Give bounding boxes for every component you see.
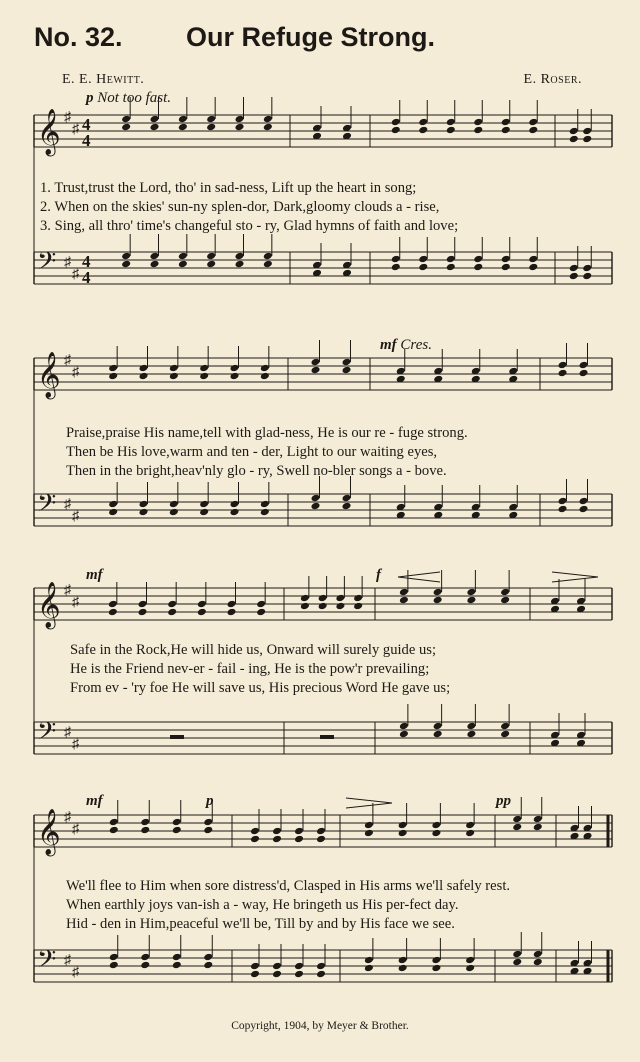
lyric-line: From ev - 'ry foe He will save us, His precious Word He gave us; [70, 680, 451, 696]
sharp-icon: ♯ [64, 497, 71, 512]
note-head [466, 596, 476, 605]
note-head [294, 827, 304, 836]
note-head [172, 818, 182, 827]
sharp-icon: ♯ [64, 810, 71, 825]
sharp-icon: ♯ [72, 365, 79, 380]
note-head [235, 115, 245, 124]
note-head [169, 500, 179, 509]
dynamic-mf-3: mf [86, 567, 103, 583]
note-head [108, 600, 118, 609]
note-head [263, 260, 273, 269]
note-head [150, 260, 160, 269]
sharp-icon: ♯ [72, 122, 79, 137]
note-head [139, 508, 149, 517]
dynamic-cres: Cres. [400, 337, 432, 353]
note-head [335, 602, 345, 611]
note-head [533, 815, 543, 824]
note-head [263, 123, 273, 132]
note-head [206, 260, 216, 269]
note-head [582, 135, 592, 144]
note-head [227, 608, 237, 617]
time-signature: 4 [82, 268, 91, 287]
music-credit: E. Roser. [523, 72, 582, 87]
lyric-line: Praise,praise His name,tell with glad-ness, He is our re - fuge strong. [66, 425, 468, 441]
note-head [433, 730, 443, 739]
note-head [579, 497, 589, 506]
dynamic-f-3: f [376, 567, 381, 583]
note-head [167, 600, 177, 609]
note-head [300, 602, 310, 611]
note-head [260, 500, 270, 509]
note-head [473, 118, 483, 127]
note-head [500, 730, 510, 739]
note-head [446, 255, 456, 264]
sharp-icon: ♯ [64, 353, 71, 368]
note-head [473, 263, 483, 272]
note-head [398, 964, 408, 973]
note-head [398, 829, 408, 838]
decrescendo-hairpin [552, 572, 598, 577]
sharp-icon: ♯ [72, 737, 79, 752]
note-head [272, 835, 282, 844]
note-head [203, 961, 213, 970]
note-head [203, 826, 213, 835]
note-head [528, 255, 538, 264]
note-head [109, 953, 119, 962]
note-head [465, 956, 475, 965]
note-head [465, 821, 475, 830]
note-head [431, 829, 441, 838]
treble-clef: 𝄞 [37, 352, 61, 398]
note-head [466, 722, 476, 731]
note-head [316, 962, 326, 971]
bass-clef: 𝄢 [37, 717, 57, 752]
note-head [558, 369, 568, 378]
note-head [528, 263, 538, 272]
note-head [500, 588, 510, 597]
note-head [178, 252, 188, 261]
note-head [197, 600, 207, 609]
note-head [569, 127, 579, 136]
note-head [512, 950, 522, 959]
note-head [294, 970, 304, 979]
sharp-icon: ♯ [64, 953, 71, 968]
note-head [250, 835, 260, 844]
whole-rest [170, 735, 184, 739]
note-head [206, 115, 216, 124]
treble-clef: 𝄞 [37, 582, 61, 628]
note-head [294, 962, 304, 971]
note-head [197, 608, 207, 617]
lyric-line: We'll flee to Him when sore distress'd, Clasped in His arms we'll safely rest. [66, 878, 511, 894]
note-head [431, 964, 441, 973]
note-head [108, 500, 118, 509]
note-head [263, 252, 273, 261]
note-head [399, 596, 409, 605]
decrescendo-hairpin [346, 798, 392, 803]
note-head [311, 502, 321, 511]
note-head [172, 826, 182, 835]
dynamic-p: p [86, 90, 94, 106]
note-head [431, 821, 441, 830]
note-head [501, 263, 511, 272]
note-head [500, 722, 510, 731]
note-head [311, 358, 321, 367]
note-head [121, 252, 131, 261]
note-head [108, 608, 118, 617]
note-head [391, 126, 401, 135]
note-head [582, 264, 592, 273]
note-head [150, 115, 160, 124]
note-head [512, 958, 522, 967]
note-head [150, 252, 160, 261]
treble-clef: 𝄞 [37, 109, 61, 155]
note-head [109, 961, 119, 970]
note-head [512, 823, 522, 832]
note-head [272, 827, 282, 836]
note-head [528, 126, 538, 135]
note-head [203, 953, 213, 962]
words-credit: E. E. Hewitt. [62, 72, 145, 87]
sharp-icon: ♯ [64, 583, 71, 598]
note-head [569, 272, 579, 281]
note-head [398, 956, 408, 965]
copyright: Copyright, 1904, by Meyer & Brother. [231, 1020, 409, 1032]
note-head [272, 962, 282, 971]
note-head [466, 730, 476, 739]
bass-clef: 𝄢 [37, 247, 57, 282]
note-head [256, 600, 266, 609]
note-head [300, 594, 310, 603]
lyric-line: When earthly joys van-ish a - way, He bringeth us His per-fect day. [66, 897, 459, 913]
note-head [256, 608, 266, 617]
note-head [199, 372, 209, 381]
note-head [139, 364, 149, 373]
note-head [311, 494, 321, 503]
note-head [528, 118, 538, 127]
tempo-text: Not too fast. [97, 90, 172, 106]
note-head [172, 953, 182, 962]
note-head [203, 818, 213, 827]
note-head [364, 964, 374, 973]
note-head [206, 252, 216, 261]
dynamic-mf-4: mf [86, 793, 103, 809]
note-head [582, 127, 592, 136]
note-head [558, 361, 568, 370]
sharp-icon: ♯ [72, 822, 79, 837]
note-head [533, 958, 543, 967]
note-head [342, 358, 352, 367]
note-head [579, 369, 589, 378]
note-head [260, 364, 270, 373]
note-head [579, 361, 589, 370]
crescendo-hairpin [398, 577, 440, 582]
note-head [138, 608, 148, 617]
note-head [391, 118, 401, 127]
note-head [140, 953, 150, 962]
time-signature: 4 [82, 252, 91, 271]
note-head [167, 608, 177, 617]
note-head [139, 500, 149, 509]
note-head [466, 588, 476, 597]
note-head [418, 126, 428, 135]
note-head [446, 263, 456, 272]
lyric-line: 3. Sing, all thro' time's changeful sto - ry, Glad hymns of faith and love; [40, 218, 459, 234]
lyric-line: 1. Trust,trust the Lord, tho' in sad-ness, Lift up the heart in song; [40, 180, 417, 196]
note-head [150, 123, 160, 132]
lyric-line: Safe in the Rock,He will hide us, Onward will surely guide us; [70, 642, 436, 658]
note-head [230, 372, 240, 381]
sharp-icon: ♯ [72, 965, 79, 980]
note-head [172, 961, 182, 970]
note-head [318, 602, 328, 611]
note-head [263, 115, 273, 124]
note-head [109, 826, 119, 835]
note-head [260, 508, 270, 517]
whole-rest [320, 735, 334, 739]
note-head [108, 508, 118, 517]
lyric-line: Then be His love,warm and ten - der, Light to our waiting eyes, [66, 444, 438, 460]
note-head [558, 497, 568, 506]
note-head [473, 126, 483, 135]
dynamic-mf: mf [380, 337, 397, 353]
note-head [398, 821, 408, 830]
note-head [250, 962, 260, 971]
note-head [399, 730, 409, 739]
note-head [250, 827, 260, 836]
note-head [473, 255, 483, 264]
crescendo-hairpin [398, 572, 440, 577]
note-head [139, 372, 149, 381]
note-head [391, 263, 401, 272]
note-head [316, 835, 326, 844]
note-head [235, 123, 245, 132]
note-head [199, 508, 209, 517]
note-head [318, 594, 328, 603]
note-head [294, 835, 304, 844]
sharp-icon: ♯ [72, 595, 79, 610]
sharp-icon: ♯ [64, 725, 71, 740]
note-head [569, 264, 579, 273]
note-head [335, 594, 345, 603]
note-head [501, 118, 511, 127]
note-head [533, 950, 543, 959]
note-head [353, 594, 363, 603]
note-head [500, 596, 510, 605]
note-head [108, 372, 118, 381]
note-head [272, 970, 282, 979]
note-head [230, 508, 240, 517]
note-head [391, 255, 401, 264]
note-head [230, 500, 240, 509]
note-head [121, 115, 131, 124]
dynamic-pp-4: pp [496, 793, 511, 809]
note-head [227, 600, 237, 609]
note-head [579, 505, 589, 514]
note-head [364, 821, 374, 830]
hymn-number: No. 32. [34, 22, 123, 52]
note-head [140, 961, 150, 970]
note-head [465, 964, 475, 973]
note-head [431, 956, 441, 965]
note-head [569, 135, 579, 144]
note-head [353, 602, 363, 611]
note-head [364, 956, 374, 965]
note-head [260, 372, 270, 381]
note-head [433, 722, 443, 731]
decrescendo-hairpin [346, 803, 392, 808]
sharp-icon: ♯ [64, 255, 71, 270]
note-head [199, 364, 209, 373]
note-head [433, 596, 443, 605]
note-head [169, 372, 179, 381]
hymn-title: Our Refuge Strong. [186, 22, 435, 52]
note-head [465, 829, 475, 838]
note-head [501, 255, 511, 264]
note-head [446, 126, 456, 135]
note-head [235, 252, 245, 261]
note-head [342, 494, 352, 503]
treble-clef: 𝄞 [37, 809, 61, 855]
note-head [138, 600, 148, 609]
bass-clef: 𝄢 [37, 945, 57, 980]
note-head [582, 272, 592, 281]
note-head [178, 115, 188, 124]
lyric-line: Then in the bright,heav'nly glo - ry, Swell no-bler songs a - bove. [66, 463, 447, 479]
note-head [140, 826, 150, 835]
note-head [230, 364, 240, 373]
note-head [418, 118, 428, 127]
note-head [399, 722, 409, 731]
sharp-icon: ♯ [64, 110, 71, 125]
bass-clef: 𝄢 [37, 489, 57, 524]
note-head [399, 588, 409, 597]
note-head [311, 366, 321, 375]
note-head [235, 260, 245, 269]
note-head [199, 500, 209, 509]
sharp-icon: ♯ [72, 509, 79, 524]
note-head [446, 118, 456, 127]
note-head [206, 123, 216, 132]
note-head [316, 827, 326, 836]
note-head [418, 263, 428, 272]
dynamic-p-4: p [206, 793, 214, 809]
time-signature: 4 [82, 115, 91, 134]
note-head [418, 255, 428, 264]
note-head [558, 505, 568, 514]
note-head [342, 502, 352, 511]
lyric-line: He is the Friend nev-er - fail - ing, He is the pow'r prevailing; [70, 661, 430, 677]
note-head [140, 818, 150, 827]
note-head [108, 364, 118, 373]
note-head [121, 123, 131, 132]
note-head [512, 815, 522, 824]
time-signature: 4 [82, 131, 91, 150]
note-head [316, 970, 326, 979]
lyric-line: 2. When on the skies' sun-ny splen-dor, Dark,gloomy clouds a - rise, [40, 199, 440, 215]
sharp-icon: ♯ [72, 267, 79, 282]
note-head [169, 508, 179, 517]
note-head [178, 123, 188, 132]
note-head [250, 970, 260, 979]
note-head [433, 588, 443, 597]
note-head [533, 823, 543, 832]
note-head [169, 364, 179, 373]
note-head [364, 829, 374, 838]
note-head [178, 260, 188, 269]
lyric-line: Hid - den in Him,peaceful we'll be, Till by and by His face we see. [66, 916, 455, 932]
note-head [121, 260, 131, 269]
note-head [109, 818, 119, 827]
note-head [501, 126, 511, 135]
note-head [342, 366, 352, 375]
